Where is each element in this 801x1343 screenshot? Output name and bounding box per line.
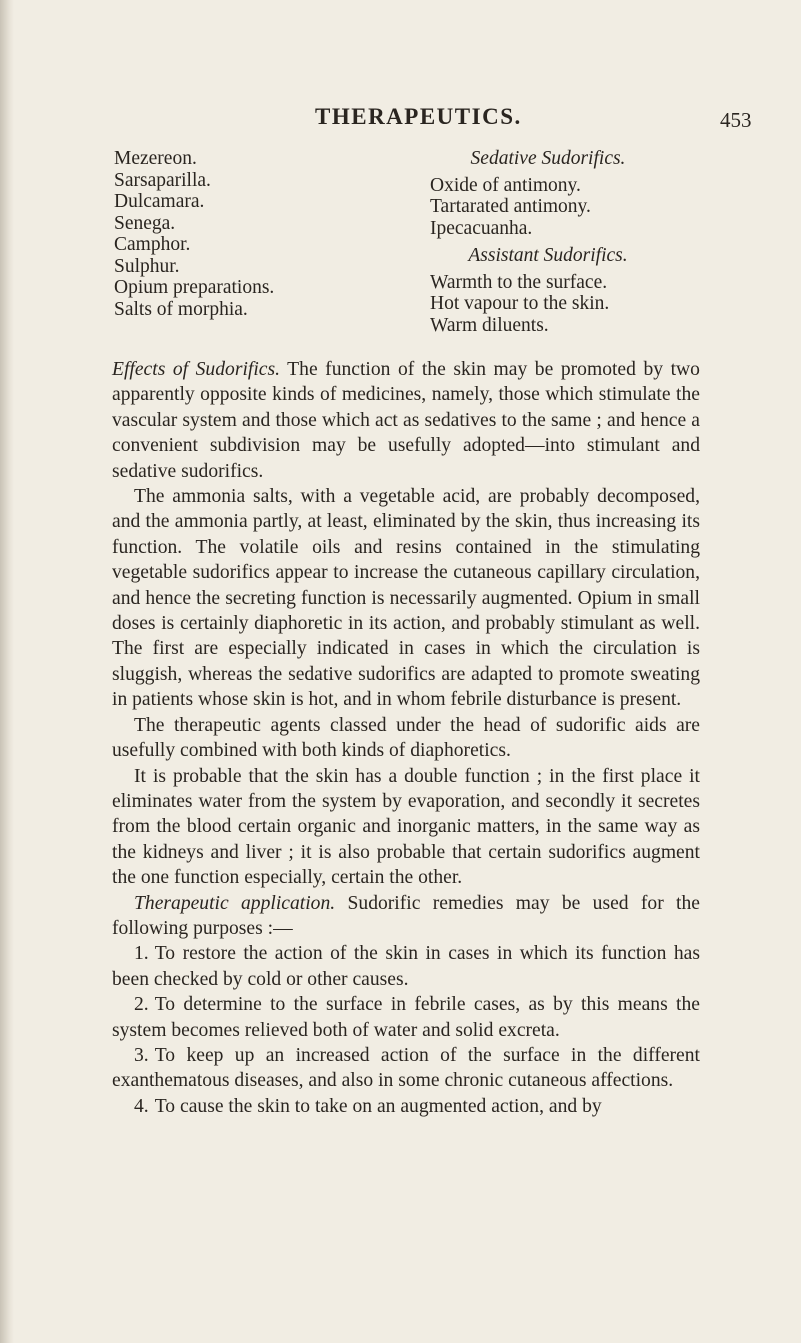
use-text: To cause the skin to take on an augmented action, and by [154, 1095, 602, 1117]
list-item: Warmth to the surface. [430, 271, 608, 293]
page-gutter-shadow [0, 0, 14, 1343]
list-item: Tartarated antimony. [430, 196, 591, 217]
effects-paragraph [112, 357, 700, 484]
list-item: Opium preparations. [114, 277, 275, 298]
list-item: Hot vapour to the skin. [430, 293, 610, 314]
list-item: Mezereon. [114, 148, 197, 169]
list-item: Dulcamara. [114, 191, 205, 212]
assistant-sudorifics-heading: Assistant Sudorifics. [468, 245, 628, 266]
paragraph: The ammonia salts, with a vegetable acid, are probably decomposed, and the ammonia partly, at least, eliminated by the skin, thus increasing its function. The volatile oils and resins contained in the stimulating vegetable sudorifics appear to increase the cutaneous capillary circulation, and hence the secreting function is necessarily augmented. Opium in small doses is certainly diaphoretic in its action, and probably stimulant as well. The first are especially indicated in cases in which the circulation is sluggish, whereas the sedative sudorifics are adapted to promote sweating in patients whose skin is hot, and in whom febrile disturbance is present. [112, 486, 700, 711]
sudorifics-right-column [428, 148, 708, 336]
body-text [112, 357, 700, 1119]
use-number: 2. [134, 994, 149, 1016]
list-item: Ipecacuanha. [430, 217, 533, 239]
use-number: 4. [134, 1095, 149, 1117]
use-text: To keep up an increased action of the surface in the different exanthematous diseases, and also in some chronic cutaneous affections. [112, 1044, 700, 1092]
page-number: 453 [720, 108, 752, 132]
use-item [112, 941, 700, 992]
paragraph: It is probable that the skin has a double function ; in the first place it eliminates water from the system by evaporation, and secondly it secretes from the blood certain organic and inorganic matters, in the same way as the kidneys and liver ; it is also probable that certain sudorifics augment the one function especially, certain the other. [112, 765, 700, 889]
use-number: 3. [134, 1044, 149, 1066]
use-number: 1. [134, 943, 149, 965]
list-item: Senega. [114, 212, 176, 234]
list-item: Sulphur. [114, 255, 180, 277]
use-text: To restore the action of the skin in cases in which its function has been checked by cold or other causes. [112, 943, 700, 990]
sedative-sudorifics-heading: Sedative Sudorifics. [470, 148, 626, 169]
use-item [112, 1043, 700, 1094]
list-item: Oxide of antimony. [430, 174, 581, 196]
list-item: Sarsaparilla. [114, 169, 211, 191]
application-heading: Therapeutic application. [134, 892, 336, 914]
use-item [112, 992, 700, 1043]
list-item: Camphor. [114, 234, 191, 255]
stimulant-sudorifics-list [114, 148, 374, 320]
application-paragraph [112, 891, 700, 942]
effects-heading: Effects of Sudorifics. [112, 359, 280, 380]
paragraph-text: Sudorific remedies may be used for the following purposes :— [112, 892, 700, 939]
use-item [112, 1094, 700, 1119]
paragraph: The therapeutic agents classed under the head of sudorific aids are usefully combined with both kinds of diaphoretics. [112, 714, 700, 762]
use-text: To determine to the surface in febrile cases, as by this means the system becomes relieved both of water and solid excreta. [112, 994, 700, 1041]
running-title: THERAPEUTICS. [315, 104, 522, 129]
paragraph-text: The function of the skin may be promoted by two apparently opposite kinds of medicines, namely, those which stimulate the vascular system and those which act as sedatives to the same ; and hence a convenient subdivision may be usefully adopted—into stimulant and sedative sudorifics. [112, 359, 700, 482]
list-item: Warm diluents. [430, 314, 549, 336]
list-item: Salts of morphia. [114, 298, 248, 320]
page-header [0, 104, 801, 134]
